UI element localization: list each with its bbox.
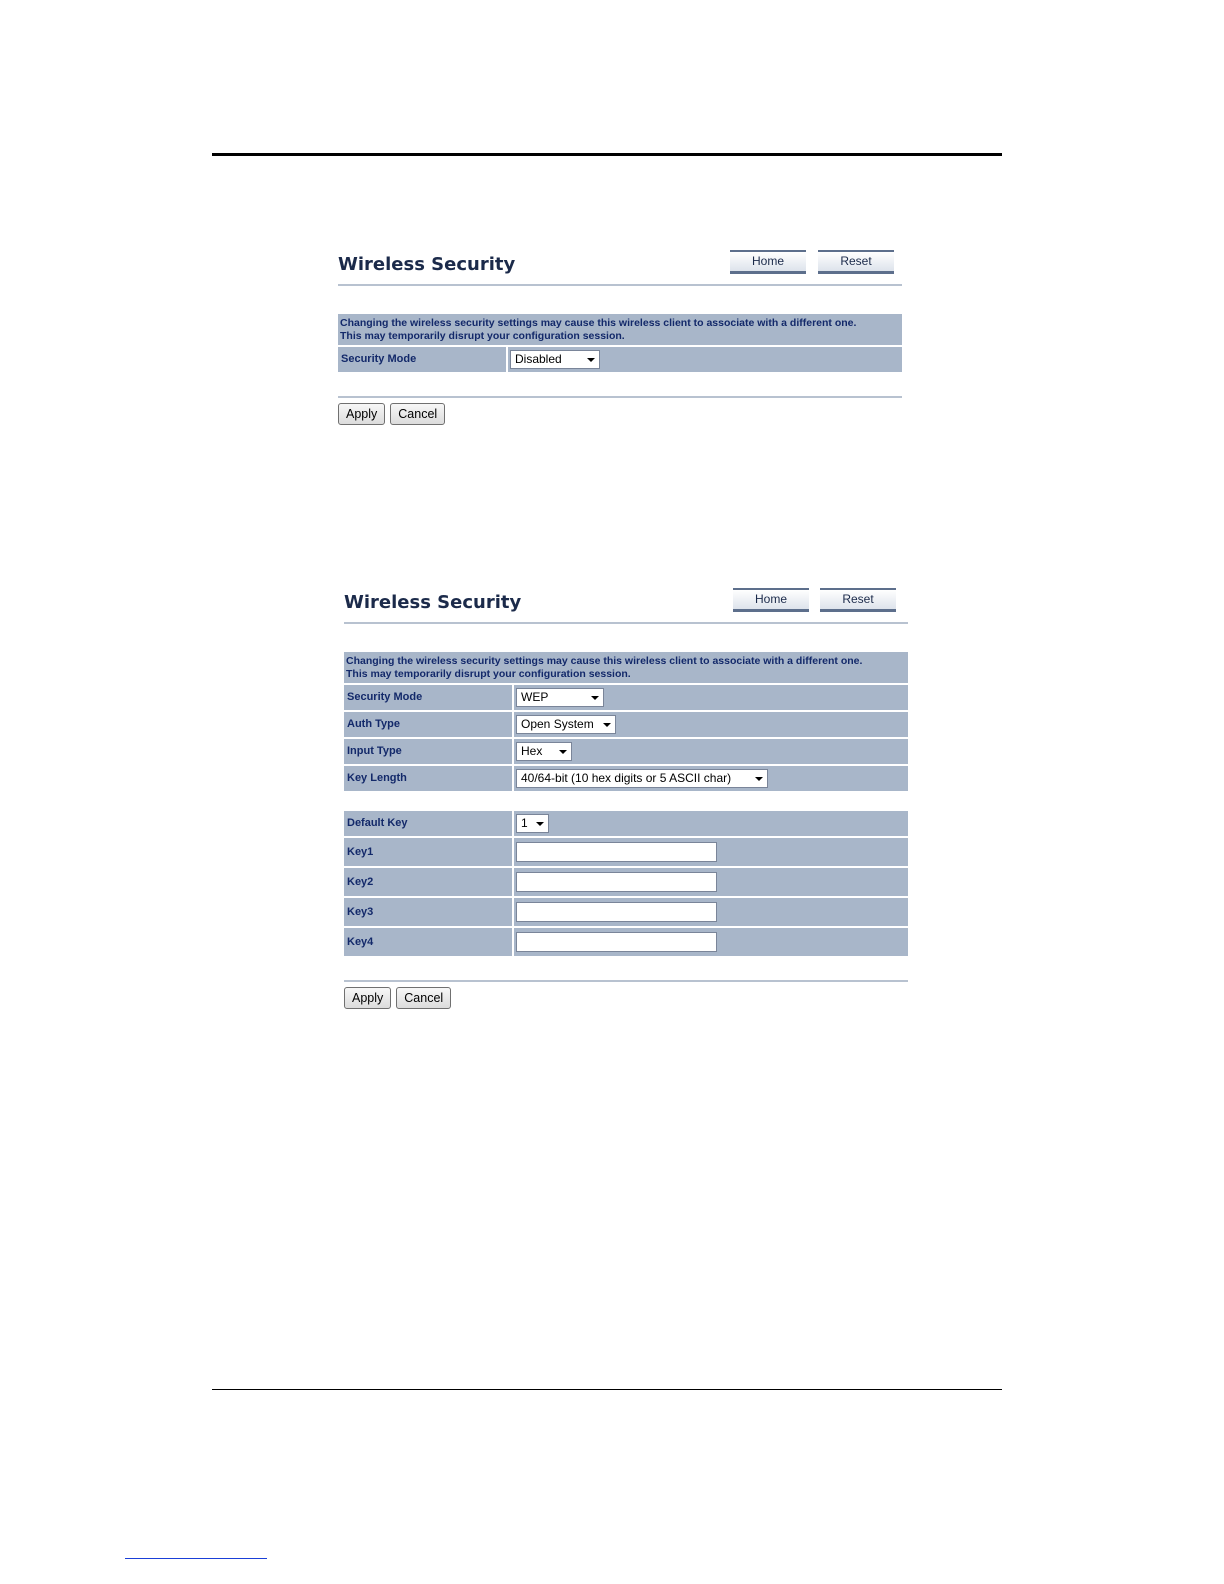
security-mode-value: Disabled	[515, 352, 562, 366]
key-length-value: 40/64-bit (10 hex digits or 5 ASCII char)	[521, 771, 732, 785]
security-mode-select[interactable]	[510, 350, 600, 369]
auth-type-label: Auth Type	[344, 712, 512, 737]
chevron-down-icon	[603, 723, 611, 727]
notice-line-1: Changing the wireless security settings may cause this wireless client to associate with a different one.	[346, 655, 863, 667]
default-key-row	[344, 811, 908, 836]
key3-input[interactable]	[516, 902, 717, 922]
key4-row	[344, 928, 908, 956]
security-mode-value: WEP	[521, 690, 549, 704]
key1-cell	[514, 838, 908, 866]
security-mode-cell	[514, 685, 908, 710]
input-type-label: Input Type	[344, 739, 512, 764]
security-mode-cell	[508, 347, 902, 372]
security-mode-row	[344, 685, 908, 710]
auth-type-row	[344, 712, 908, 737]
chevron-down-icon	[591, 696, 599, 700]
key3-label: Key3	[344, 898, 512, 926]
page-top-rule	[212, 153, 1002, 156]
input-type-select[interactable]	[516, 742, 572, 761]
cancel-button[interactable]: Cancel	[390, 403, 445, 425]
security-mode-row	[338, 347, 902, 372]
input-type-cell	[514, 739, 908, 764]
input-type-value: Hex	[521, 744, 543, 758]
home-button[interactable]: Home	[733, 588, 809, 612]
key3-cell	[514, 898, 908, 926]
divider	[344, 980, 908, 982]
warning-notice	[338, 314, 902, 345]
section-gap	[344, 791, 908, 809]
key-length-select[interactable]	[516, 769, 768, 788]
notice-line-1: Changing the wireless security settings may cause this wireless client to associate with a different one.	[340, 317, 857, 329]
form-actions	[338, 403, 902, 425]
default-key-cell	[514, 811, 908, 836]
security-form	[344, 652, 908, 1009]
form-actions	[344, 987, 908, 1009]
key1-input[interactable]	[516, 842, 717, 862]
default-key-label: Default Key	[344, 811, 512, 836]
key1-row	[344, 838, 908, 866]
security-mode-label: Security Mode	[344, 685, 512, 710]
chevron-down-icon	[755, 777, 763, 781]
apply-button[interactable]: Apply	[344, 987, 391, 1009]
page-title: Wireless Security	[344, 592, 522, 613]
default-key-select[interactable]	[516, 814, 549, 833]
key-length-row	[344, 766, 908, 791]
page-title: Wireless Security	[338, 254, 516, 275]
key2-cell	[514, 868, 908, 896]
chevron-down-icon	[559, 750, 567, 754]
auth-type-cell	[514, 712, 908, 737]
footer-link-underline	[125, 1558, 267, 1559]
key2-row	[344, 868, 908, 896]
chevron-down-icon	[536, 822, 544, 826]
reset-button[interactable]: Reset	[820, 588, 896, 612]
apply-button[interactable]: Apply	[338, 403, 385, 425]
reset-button[interactable]: Reset	[818, 250, 894, 274]
key4-label: Key4	[344, 928, 512, 956]
warning-notice	[344, 652, 908, 683]
panel-header	[344, 588, 908, 624]
security-form	[338, 314, 902, 425]
wireless-security-panel-disabled	[338, 250, 902, 425]
auth-type-value: Open System	[521, 717, 594, 731]
key2-label: Key2	[344, 868, 512, 896]
chevron-down-icon	[587, 358, 595, 362]
divider	[338, 396, 902, 398]
default-key-value: 1	[521, 816, 528, 830]
key2-input[interactable]	[516, 872, 717, 892]
page-bottom-rule	[212, 1389, 1002, 1390]
auth-type-select[interactable]	[516, 715, 616, 734]
input-type-row	[344, 739, 908, 764]
home-button[interactable]: Home	[730, 250, 806, 274]
key4-input[interactable]	[516, 932, 717, 952]
panel-header	[338, 250, 902, 286]
key-length-label: Key Length	[344, 766, 512, 791]
key-length-cell	[514, 766, 908, 791]
key3-row	[344, 898, 908, 926]
key4-cell	[514, 928, 908, 956]
wireless-security-panel-wep	[344, 588, 908, 1009]
security-mode-label: Security Mode	[338, 347, 506, 372]
notice-line-2: This may temporarily disrupt your configuration session.	[346, 668, 631, 680]
key1-label: Key1	[344, 838, 512, 866]
security-mode-select[interactable]	[516, 688, 604, 707]
notice-line-2: This may temporarily disrupt your configuration session.	[340, 330, 625, 342]
cancel-button[interactable]: Cancel	[396, 987, 451, 1009]
